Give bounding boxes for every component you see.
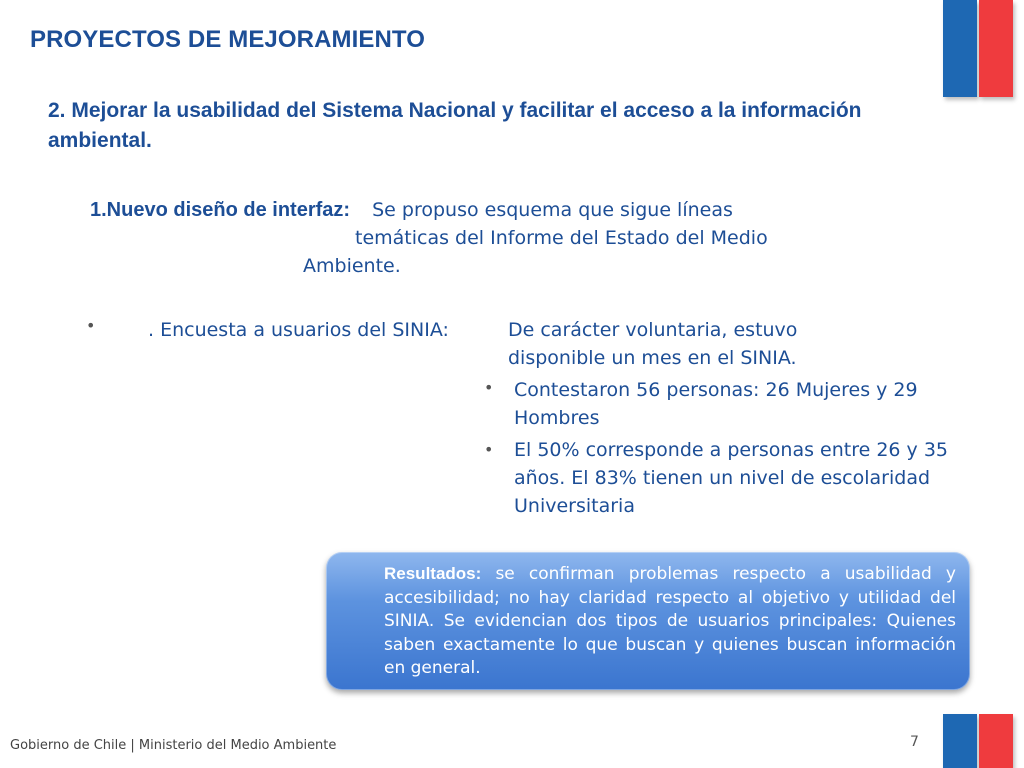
sub-bullet-marker: • xyxy=(484,440,494,459)
flag-red-stripe-top xyxy=(979,0,1013,97)
bullet-marker: • xyxy=(86,316,96,335)
results-label: Resultados: xyxy=(384,564,482,583)
footer-text: Gobierno de Chile | Ministerio del Medio Ambiente xyxy=(10,738,337,753)
item-interface-design xyxy=(90,196,850,277)
results-box xyxy=(326,552,970,690)
results-text xyxy=(384,562,956,681)
sub-bullet-marker: • xyxy=(484,378,494,397)
flag-red-stripe-bottom xyxy=(979,714,1013,768)
flag-blue-stripe-bottom xyxy=(943,714,977,768)
page-number: 7 xyxy=(910,734,919,750)
slide-subtitle: 2. Mejorar la usabilidad del Sistema Nacional y facilitar el acceso a la información ambiental. xyxy=(48,99,862,152)
sub-bullet-respondents: Contestaron 56 personas: 26 Mujeres y 29 Hombres xyxy=(514,379,918,429)
item-interface-line2: temáticas del Informe del Estado del Medio xyxy=(355,227,768,249)
item-interface-label: 1.Nuevo diseño de interfaz: xyxy=(90,199,351,221)
sub-bullet-demographics: El 50% corresponde a personas entre 26 y 35 años. El 83% tienen un nivel de escolaridad Universitaria xyxy=(514,439,949,517)
item-interface-line1: Se propuso esquema que sigue líneas xyxy=(372,199,733,221)
item-interface-line3: Ambiente. xyxy=(303,255,401,277)
flag-blue-stripe-top xyxy=(943,0,977,97)
slide-title: PROYECTOS DE MEJORAMIENTO xyxy=(30,26,426,53)
survey-label: . Encuesta a usuarios del SINIA: xyxy=(148,319,449,341)
survey-description: De carácter voluntaria, estuvo disponible un mes en el SINIA. xyxy=(508,319,798,369)
results-body: se confirman problemas respecto a usabilidad y accesibilidad; no hay claridad respecto al objetivo y utilidad del SINIA. Se evidencian dos tipos de usuarios principales: Quienes saben exactamente lo que buscan y quienes buscan información en general. xyxy=(384,564,956,678)
